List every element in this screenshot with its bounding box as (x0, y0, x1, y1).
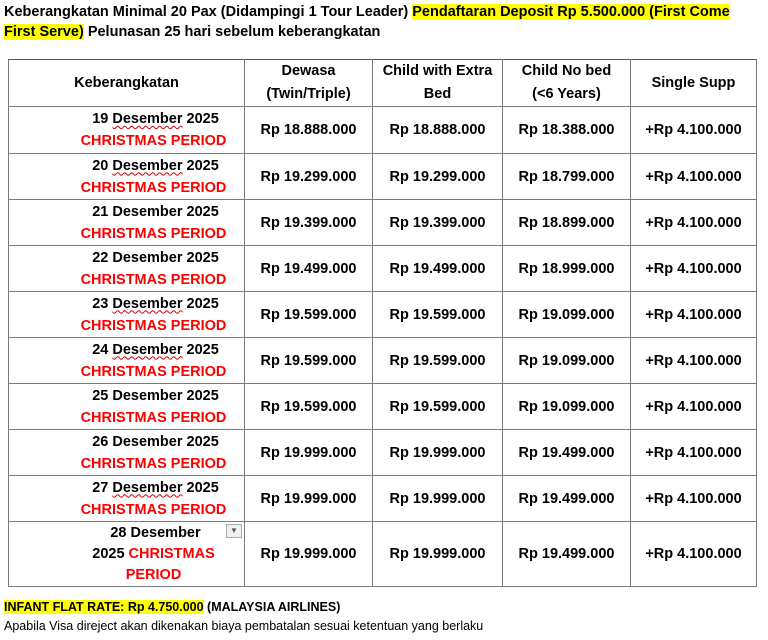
period-label: CHRISTMAS PERIOD (80, 179, 227, 196)
price-dewasa: Rp 19.299.000 (245, 154, 373, 200)
price-no-bed: Rp 19.499.000 (503, 476, 631, 522)
price-dewasa: Rp 19.499.000 (245, 246, 373, 292)
period-label: CHRISTMAS PERIOD (80, 501, 227, 518)
table-row (9, 522, 757, 587)
price-extra-bed: Rp 18.888.000 (373, 107, 503, 154)
price-no-bed: Rp 18.899.000 (503, 200, 631, 246)
price-dewasa: Rp 18.888.000 (245, 107, 373, 154)
price-single-supp: +Rp 4.100.000 (631, 292, 757, 338)
period-label: CHRISTMAS PERIOD (80, 317, 227, 334)
price-no-bed: Rp 18.799.000 (503, 154, 631, 200)
price-no-bed: Rp 19.099.000 (503, 292, 631, 338)
price-extra-bed: Rp 19.999.000 (373, 476, 503, 522)
infant-rate-airline: (MALAYSIA AIRLINES) (203, 600, 341, 614)
departure-date-cell: 21 Desember 2025 CHRISTMAS PERIOD (9, 200, 245, 246)
price-extra-bed: Rp 19.499.000 (373, 246, 503, 292)
price-no-bed: Rp 19.099.000 (503, 338, 631, 384)
departure-date-cell: 23 Desember 2025 CHRISTMAS PERIOD (9, 292, 245, 338)
table-row (9, 292, 757, 338)
departure-date-cell: 19 Desember 2025 CHRISTMAS PERIOD (9, 107, 245, 154)
price-extra-bed: Rp 19.599.000 (373, 338, 503, 384)
infant-rate-highlight: INFANT FLAT RATE: Rp 4.750.000 (4, 600, 204, 614)
table-row (9, 384, 757, 430)
table-row (9, 154, 757, 200)
col-header-no-bed: Child No bed (<6 Years) (503, 60, 631, 107)
price-single-supp: +Rp 4.100.000 (631, 338, 757, 384)
header-min-pax: Keberangkatan Minimal 20 Pax (Didampingi 1 Tour Leader) (4, 4, 413, 20)
price-dewasa: Rp 19.599.000 (245, 338, 373, 384)
col-header-keberangkatan: Keberangkatan (9, 60, 245, 107)
price-dewasa: Rp 19.399.000 (245, 200, 373, 246)
price-dewasa: Rp 19.999.000 (245, 476, 373, 522)
period-label: CHRISTMAS PERIOD (80, 455, 227, 472)
period-label: CHRISTMAS PERIOD (80, 271, 227, 288)
period-label: CHRISTMAS PERIOD (80, 409, 227, 426)
price-single-supp: +Rp 4.100.000 (631, 107, 757, 154)
header-text (4, 2, 764, 42)
period-label: CHRISTMAS PERIOD (80, 225, 227, 242)
table-header-row (9, 60, 757, 107)
price-dewasa: Rp 19.599.000 (245, 292, 373, 338)
departure-date-cell: 20 Desember 2025 CHRISTMAS PERIOD (9, 154, 245, 200)
price-dewasa: Rp 19.999.000 (245, 522, 373, 587)
price-single-supp: +Rp 4.100.000 (631, 430, 757, 476)
visa-note: Apabila Visa direject akan dikenakan biaya pembatalan sesuai ketentuan yang berlaku (4, 619, 484, 633)
table-row (9, 338, 757, 384)
price-extra-bed: Rp 19.399.000 (373, 200, 503, 246)
price-dewasa: Rp 19.599.000 (245, 384, 373, 430)
price-extra-bed: Rp 19.999.000 (373, 430, 503, 476)
price-single-supp: +Rp 4.100.000 (631, 200, 757, 246)
price-extra-bed: Rp 19.599.000 (373, 292, 503, 338)
col-header-extra-bed: Child with Extra Bed (373, 60, 503, 107)
col-header-single-supp: Single Supp (631, 60, 757, 107)
table-row (9, 107, 757, 154)
price-single-supp: +Rp 4.100.000 (631, 522, 757, 587)
price-single-supp: +Rp 4.100.000 (631, 154, 757, 200)
table-row (9, 246, 757, 292)
price-extra-bed: Rp 19.599.000 (373, 384, 503, 430)
departure-date-cell: 28 Desember 2025 CHRISTMAS PERIOD ▼ (9, 522, 245, 587)
header-payment-note: Pelunasan 25 hari sebelum keberangkatan (83, 24, 381, 40)
col-header-dewasa: Dewasa (Twin/Triple) (245, 60, 373, 107)
table-row (9, 430, 757, 476)
departure-date-cell: 26 Desember 2025 CHRISTMAS PERIOD (9, 430, 245, 476)
price-extra-bed: Rp 19.999.000 (373, 522, 503, 587)
price-single-supp: +Rp 4.100.000 (631, 476, 757, 522)
price-no-bed: Rp 19.499.000 (503, 522, 631, 587)
price-single-supp: +Rp 4.100.000 (631, 384, 757, 430)
price-no-bed: Rp 18.388.000 (503, 107, 631, 154)
departure-date-cell: 25 Desember 2025 CHRISTMAS PERIOD (9, 384, 245, 430)
price-single-supp: +Rp 4.100.000 (631, 246, 757, 292)
table-row (9, 200, 757, 246)
departure-date-cell: 22 Desember 2025 CHRISTMAS PERIOD (9, 246, 245, 292)
price-no-bed: Rp 18.999.000 (503, 246, 631, 292)
price-no-bed: Rp 19.499.000 (503, 430, 631, 476)
chevron-down-icon[interactable]: ▼ (226, 524, 242, 538)
period-label: CHRISTMAS PERIOD (80, 133, 227, 149)
price-no-bed: Rp 19.099.000 (503, 384, 631, 430)
departure-date-cell: 27 Desember 2025 CHRISTMAS PERIOD (9, 476, 245, 522)
period-label: CHRISTMAS PERIOD (80, 363, 227, 380)
pricing-table (8, 59, 757, 587)
table-row (9, 476, 757, 522)
header-deposit-highlight: Pendaftaran Deposit Rp 5.500.000 (First Come First Serve) (4, 4, 730, 40)
infant-rate (4, 600, 340, 614)
departure-date-cell: 24 Desember 2025 CHRISTMAS PERIOD (9, 338, 245, 384)
price-dewasa: Rp 19.999.000 (245, 430, 373, 476)
price-extra-bed: Rp 19.299.000 (373, 154, 503, 200)
